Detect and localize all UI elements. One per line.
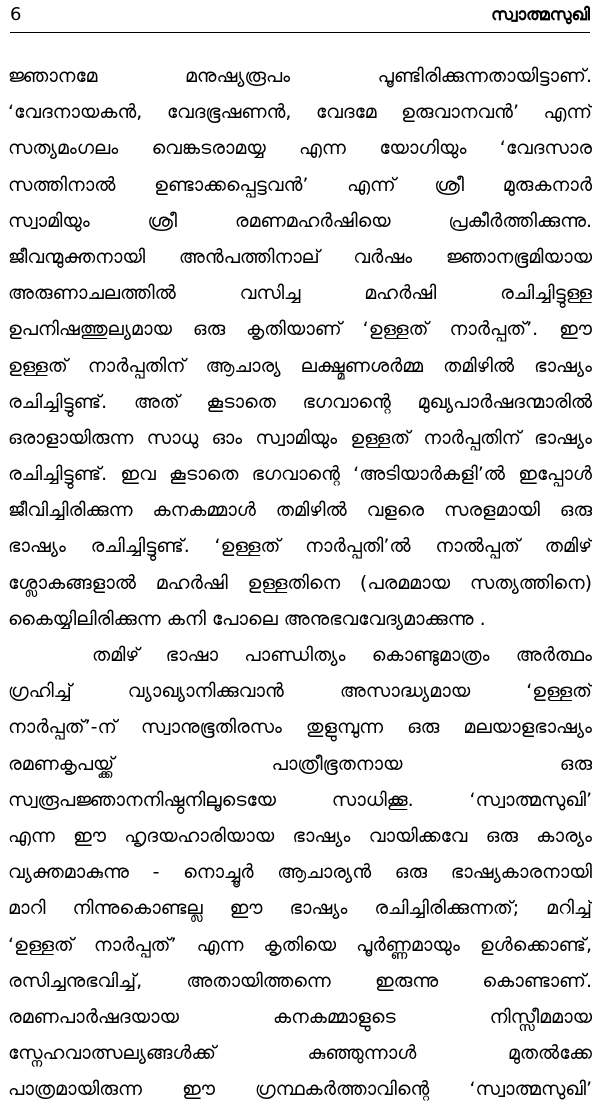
text-line: ‘വേദനായകൻ, വേദഭൂഷണൻ, വേദമേ ഉരുവാനവൻ’ എന്ന് (8, 101, 592, 124)
text-line: സ്വാമിയും ശ്രീ രമണമഹർഷിയെ പ്രകീർത്തിക്കുന്നു. (8, 209, 592, 232)
text-line: രചിച്ചിട്ടുണ്ട്. അത് കൂടാതെ ഭഗവാന്റെ മുഖ്യപാർഷദന്മാരിൽ (8, 390, 592, 413)
text-line: സത്തിനാൽ ഉണ്ടാക്കപ്പെട്ടവൻ’ എന്ന് ശ്രീ മുരുകനാർ (8, 173, 592, 196)
text-line: രമണപാർഷദയായ കനകമ്മാളുടെ നിസ്സീമമായ (8, 1005, 592, 1028)
text-line: ജീവന്മുക്തനായി അൻപത്തിനാല് വർഷം ജ്ഞാനഭൂമിയായ (8, 245, 592, 268)
text-line: സ്നേഹവാത്സല്യങ്ങൾക്ക് കുഞ്ഞുന്നാൾ മുതൽക്കേ (8, 1042, 592, 1065)
text-line: എന്ന ഈ ഹൃദയഹാരിയായ ഭാഷ്യം വായിക്കവേ ഒരു കാര്യം (8, 824, 592, 847)
body-text (8, 58, 592, 1107)
text-line: വ്യക്തമാകുന്നു - നൊച്ചൂർ ആചാര്യൻ ഒരു ഭാഷ്യകാരനായി (8, 861, 592, 884)
text-line: രസിച്ചനുഭവിച്ച്, അതായിത്തന്നെ ഇരുന്നു കൊണ്ടാണ്. (8, 969, 592, 992)
text-line: സ്വരൂപജ്ഞാനനിഷ്ഠനിലൂടെയേ സാധിക്കൂ. ‘സ്വാത്മസുഖി’ (8, 788, 592, 811)
page-header (10, 2, 590, 32)
text-line: രമണകൃപയ്ക്ക് പാത്രീഭൂതനായ ഒരു (8, 752, 592, 775)
text-line: ഭാഷ്യം രചിച്ചിട്ടുണ്ട്. ‘ഉള്ളത് നാർപ്പതി’ൽ നാൽപ്പത് തമിഴ് (8, 535, 592, 558)
text-line: ‘ഉള്ളത് നാർപ്പത്’ എന്ന കൃതിയെ പൂർണ്ണമായും ഉൾക്കൊണ്ട്, (8, 933, 592, 956)
text-line: ഗ്രഹിച്ച് വ്യാഖ്യാനിക്കുവാൻ അസാദ്ധ്യമായ ‘ഉള്ളത് (8, 680, 592, 703)
page-number: 6 (10, 4, 22, 25)
text-line: ജീവിച്ചിരിക്കുന്ന കനകമ്മാൾ തമിഴിൽ വളരെ സരളമായി ഒരു (8, 499, 592, 522)
text-line: രചിച്ചിട്ടുണ്ട്. ഇവ കൂടാതെ ഭഗവാന്റെ ‘അടിയാർകളി’ൽ ഇപ്പോൾ (8, 463, 592, 486)
running-title: സ്വാത്മസുഖി (491, 5, 590, 25)
text-line: അരുണാചലത്തിൽ വസിച്ച മഹർഷി രചിച്ചിട്ടുള്ള (8, 282, 592, 305)
header-rule (10, 32, 590, 33)
text-line: നാർപ്പത്’-ന് സ്വാനുഭൂതിരസം തുളുമ്പുന്ന ഒരു മലയാളഭാഷ്യം (8, 716, 592, 739)
text-line: കൈയ്യിലിരിക്കുന്ന കനി പോലെ അനുഭവവേദ്യമാക്കുന്നു . (8, 607, 486, 630)
text-line: മാറി നിന്നുകൊണ്ടല്ല ഈ ഭാഷ്യം രചിച്ചിരിക്കുന്നത്; മറിച്ച് (8, 897, 592, 920)
text-line: പാത്രമായിരുന്ന ഈ ഗ്രന്ഥകർത്താവിന്റെ ‘സ്വാത്മസുഖി’ (8, 1078, 592, 1101)
text-line: ഉപനിഷത്തുല്യമായ ഒരു കൃതിയാണ് ‘ഉള്ളത് നാർപ്പത്’. ഈ (8, 318, 592, 341)
text-line: ശ്ലോകങ്ങളാൽ മഹർഷി ഉള്ളതിനെ (പരമമായ സത്യത്തിനെ) (8, 571, 592, 594)
text-line: ഒരാളായിരുന്ന സാധു ഓം സ്വാമിയും ഉള്ളത് നാർപ്പതിന് ഭാഷ്യം (8, 426, 592, 449)
text-line: തമിഴ് ഭാഷാ പാണ്ഡിത്യം കൊണ്ടുമാത്രം അർത്ഥം (92, 644, 592, 666)
text-line: ഉള്ളത് നാർപ്പതിന് ആചാര്യ ലക്ഷ്മണശർമ്മ തമിഴിൽ ഭാഷ്യം (8, 354, 592, 377)
text-line: ജ്ഞാനമേ മനുഷ്യരൂപം പൂണ്ടിരിക്കുന്നതായിട്ടാണ്. (8, 65, 592, 87)
text-line: സത്യമംഗലം വെങ്കടരാമയ്യ എന്ന യോഗിയും ‘വേദസാര (8, 137, 592, 160)
